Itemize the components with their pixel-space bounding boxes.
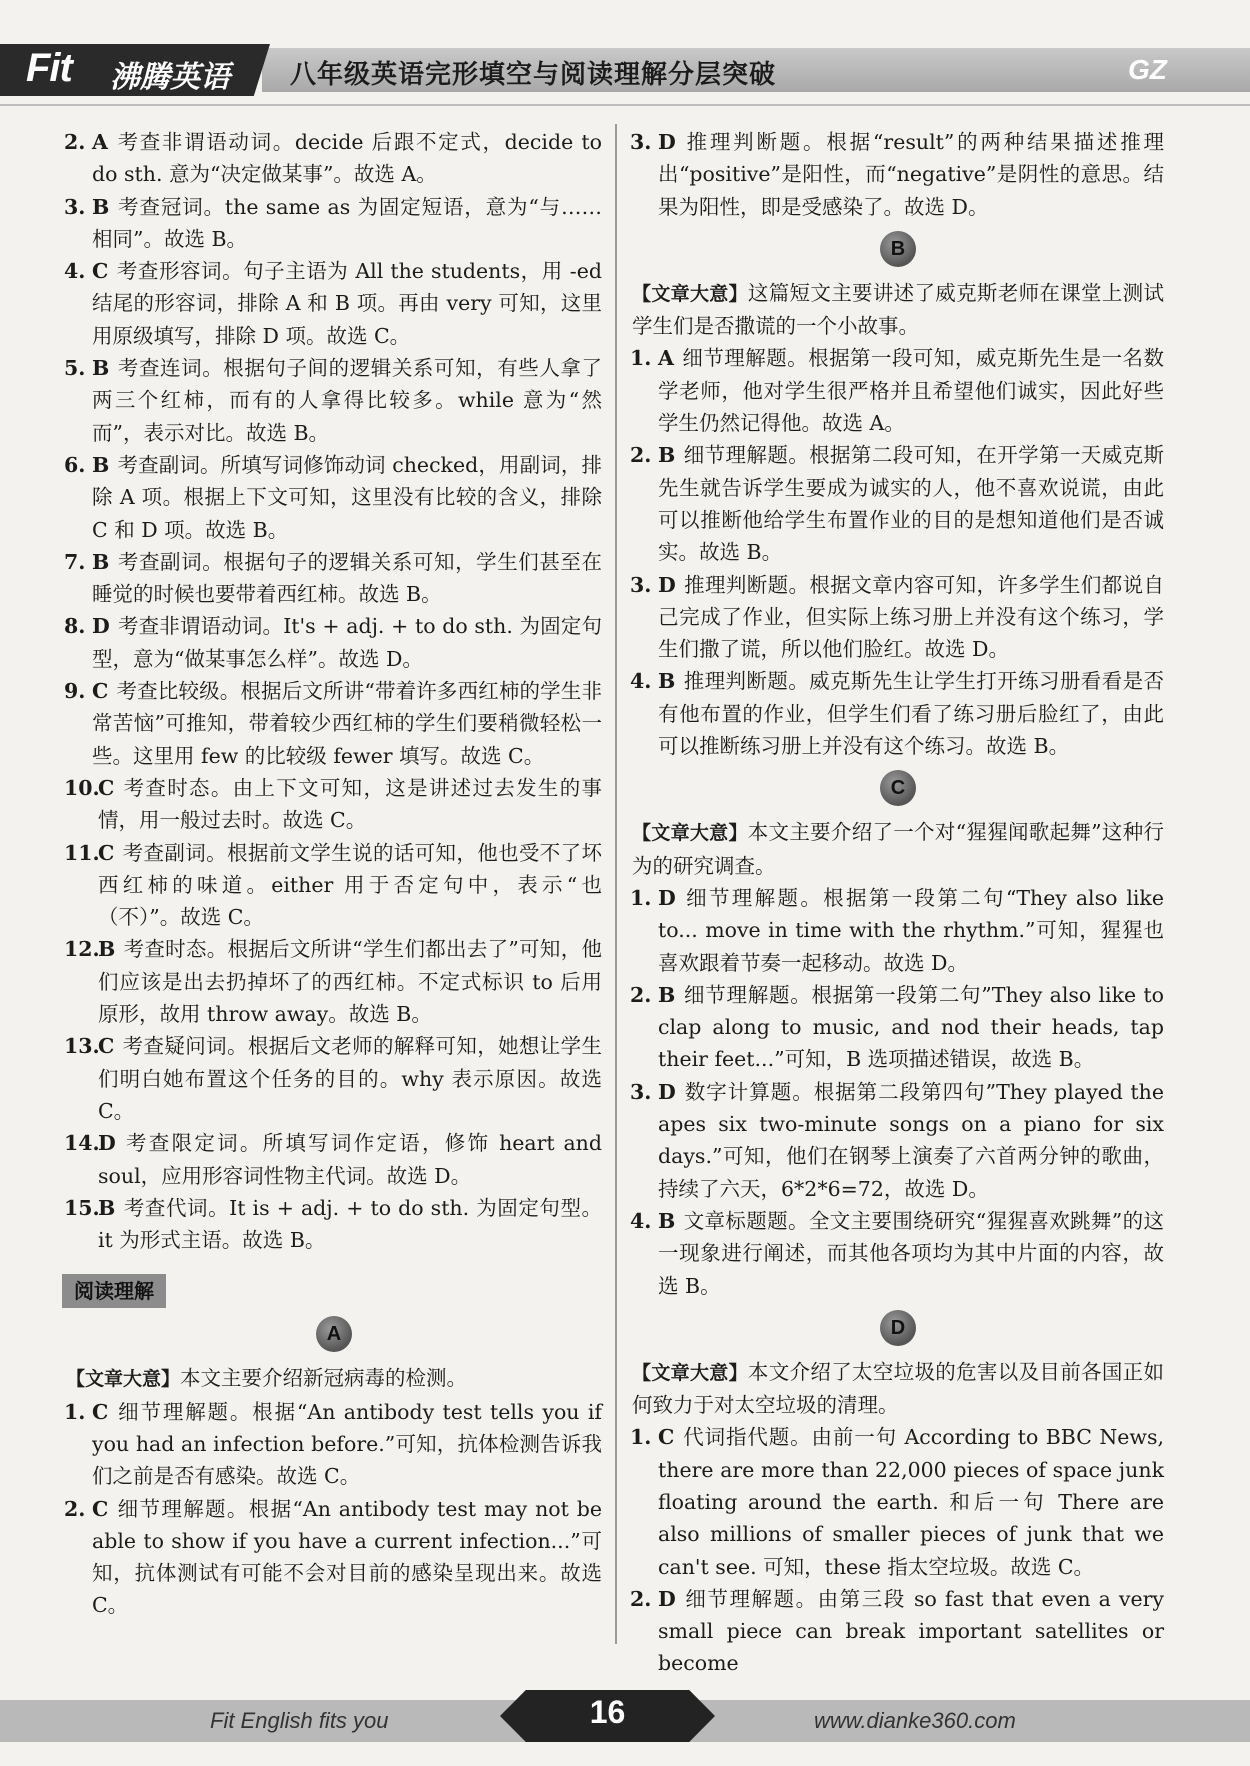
answer-item [66,1030,602,1127]
item-number: 2. [64,130,86,154]
explanation-text: 考查非谓语动词。It's + adj. + to do sth. 为固定句型，意为“做某事怎么样”。故选 D。 [92,614,602,671]
answer-option: D [92,614,110,639]
book-title: 八年级英语完形填空与阅读理解分层突破 [290,60,777,90]
page-header [0,44,1250,96]
summary-tag: 【文章大意】 [632,282,748,305]
item-number: 1. [630,346,652,371]
answer-item [632,569,1164,666]
explanation-text: 考查限定词。所填写词作定语，修饰 heart and soul，应用形容词性物主代词。故选 D。 [98,1131,602,1188]
reading-heading: 阅读理解 [62,1274,166,1308]
explanation-text: 考查代词。It is + adj. + to do sth. 为固定句型。it 为形式主语。故选 B。 [98,1195,602,1253]
answer-option: A [658,346,674,371]
explanation-text: 推理判断题。威克斯先生让学生打开练习册看看是否有他布置的作业，但学生们看了练习册后脸红了，由此可以推断练习册上并没有这个练习。故选 B。 [658,669,1164,759]
item-number: 12. [64,937,100,962]
answer-item [66,1192,602,1257]
explanation-text: 细节理解题。根据“An antibody test may not be able to show if you have a current infection...”可知，抗体测试有可能不会对目前的感染呈现出来。故选 C。 [92,1496,602,1618]
answer-item [66,255,602,352]
item-number: 2. [630,982,652,1007]
answer-option: B [658,982,676,1007]
page-number: 16 [589,1694,626,1730]
explanation-text: 考查副词。根据前文学生说的话可知，他也受不了坏西红柿的味道。either 用于否定句中，表示“也（不）”。故选 C。 [98,840,602,930]
answer-item [632,1205,1164,1302]
item-number: 4. [630,1208,652,1233]
item-number: 2. [630,443,652,468]
explanation-text: 考查时态。根据后文所讲“学生们都出去了”可知，他们应该是出去扔掉坏了的西红柿。不定式标识 to 后用原形，故用 throw away。故选 B。 [98,937,602,1027]
item-number: 1. [64,1399,86,1424]
passage-marker [632,227,1164,273]
answer-option: D [658,1586,676,1611]
right-column [632,126,1164,1680]
answer-item [66,191,602,256]
answer-item [66,933,602,1030]
explanation-text: 文章标题题。全文主要围绕研究“猩猩喜欢跳舞”的这一现象进行阐述，而其他各项均为其中片面的内容，故选 B。 [658,1208,1164,1298]
explanation-text: 考查时态。由上下文可知，这是讲述过去发生的事情，用一般过去时。故选 C。 [98,775,602,833]
answer-option: C [98,1034,115,1059]
answer-option: A [92,130,108,154]
answer-item [632,665,1164,762]
header-rule [0,104,1250,106]
answer-item [632,126,1164,223]
explanation-text: 细节理解题。根据第二段可知，在开学第一天威克斯先生就告诉学生要成为诚实的人，他不喜欢说谎，由此可以推断他给学生布置作业的目的是想知道他们是否诚实。故选 B。 [658,443,1164,565]
item-number: 4. [630,669,652,694]
section-heading [62,1274,602,1308]
item-number: 9. [64,679,86,704]
answer-option: B [98,937,116,962]
item-number: 2. [630,1586,652,1611]
explanation-text: 数字计算题。根据第二段第四句”They played the apes six two-minute songs on a piano for six days.”可知，他们在钢琴上演奏了六首两分钟的歌曲，持续了六天，6*2*6=72，故选 D。 [658,1079,1164,1201]
answer-option: C [98,840,115,865]
answer-option: D [658,572,676,597]
answer-option: B [98,1195,116,1220]
answer-item [66,772,602,837]
item-number: 7. [64,549,86,574]
summary-tag: 【文章大意】 [632,1361,748,1384]
passage-letter: A [316,1316,352,1352]
answer-item [66,1396,602,1493]
answer-option: D [98,1131,116,1156]
answer-item [632,979,1164,1076]
explanation-text: 代词指代题。由前一句 According to BBC News, there are more than 22,000 pieces of space junk floating around the earth. 和后一句 There are also millions of smaller pieces of junk that we can't see. 可知，these 指太空垃圾。故选 C。 [658,1425,1164,1579]
footer-url: www.dianke360.com [814,1708,1016,1733]
explanation-text: 细节理解题。根据第一段第二句“They also like to... move in time with the rhythm.”可知，猩猩也喜欢跟着节奏一起移动。故选 D。 [658,885,1164,975]
passage-summary [632,1356,1164,1422]
answer-item [66,352,602,449]
passage-summary [66,1362,602,1395]
answer-item [66,1493,602,1622]
answer-option: C [92,679,109,704]
item-number: 10. [64,775,100,800]
explanation-text: 考查连词。根据句子间的逻辑关系可知，有些人拿了两三个红柿，而有的人拿得比较多。while 意为“然而”，表示对比。故选 B。 [92,356,602,445]
edition-code: GZ [1128,54,1167,85]
answer-item [66,449,602,546]
answer-item [632,439,1164,568]
explanation-text: 考查比较级。根据后文所讲“带着许多西红柿的学生非常苦恼”可推知，带着较少西红柿的学生们要稍微轻松一些。这里用 few 的比较级 fewer 填写。故选 C。 [92,679,602,768]
item-number: 3. [64,194,86,219]
answer-option: B [92,356,110,381]
item-number: 1. [630,1425,652,1450]
passage-marker [632,766,1164,812]
answer-item [66,675,602,772]
page-footer [0,1694,1250,1742]
answer-option: B [658,443,676,468]
item-number: 3. [630,1079,652,1104]
answer-option: B [658,1208,676,1233]
answer-option: B [658,669,676,694]
answer-item [632,1076,1164,1205]
passage-letter: D [880,1310,916,1346]
item-number: 14. [64,1131,100,1156]
answer-item [66,837,602,934]
explanation-text: 考查疑问词。根据后文老师的解释可知，她想让学生们明白她布置这个任务的目的。why 表示原因。故选 C。 [98,1034,602,1123]
explanation-text: 考查副词。所填写词修饰动词 checked，用副词，排除 A 项。根据上下文可知，这里没有比较的含义，排除 C 和 D 项。故选 B。 [92,452,602,542]
item-number: 13. [64,1034,100,1059]
answer-option: B [92,549,110,574]
answer-option: C [92,1399,109,1424]
answer-item [632,882,1164,979]
summary-tag: 【文章大意】 [66,1368,181,1391]
answer-option: B [92,452,110,477]
passage-letter: B [880,231,916,267]
explanation-text: 推理判断题。根据“result”的两种结果描述推理出“positive”是阳性，而“negative”是阴性的意思。结果为阳性，即是受感染了。故选 D。 [658,130,1164,219]
passage-marker [66,1312,602,1358]
answer-item [632,1583,1164,1680]
explanation-text: 考查形容词。句子主语为 All the students，用 -ed 结尾的形容词，排除 A 和 B 项。再由 very 可知，这里用原级填写，排除 D 项。故选 C。 [92,259,602,348]
answer-item [66,126,602,191]
item-number: 11. [64,840,100,865]
answer-option: C [98,775,115,800]
item-number: 3. [630,130,652,154]
answer-option: D [658,885,676,910]
explanation-text: 细节理解题。根据“An antibody test tells you if you had an infection before.”可知，抗体检测告诉我们之前是否有感染。故选 C。 [92,1399,602,1489]
item-number: 2. [64,1496,86,1521]
passage-summary [632,816,1164,882]
answer-option: C [92,259,109,284]
explanation-text: 考查冠词。the same as 为固定短语，意为“与……相同”。故选 B。 [92,194,602,251]
item-number: 4. [64,259,86,284]
item-number: 8. [64,614,86,639]
answer-item [66,610,602,675]
answer-item [66,1127,602,1192]
answer-option: C [92,1496,109,1521]
explanation-text: 细节理解题。根据第一段第二句”They also like to clap along to music, and nod their heads, tap their feet...”可知，B 选项描述错误，故选 B。 [658,982,1164,1072]
item-number: 1. [630,885,652,910]
explanation-text: 考查非谓语动词。decide 后跟不定式，decide to do sth. 意为“决定做某事”。故选 A。 [92,130,602,187]
passage-summary [632,277,1164,343]
brand-logo-fit: Fit [26,46,72,90]
explanation-text: 推理判断题。根据文章内容可知，许多学生们都说自己完成了作业，但实际上练习册上并没有这个练习，学生们撒了谎，所以他们脸红。故选 D。 [658,572,1164,662]
footer-slogan: Fit English fits you [210,1708,389,1733]
passage-marker [632,1306,1164,1352]
explanation-text: 考查副词。根据句子的逻辑关系可知，学生们甚至在睡觉的时候也要带着西红柿。故选 B。 [92,549,602,607]
answer-option: C [658,1425,675,1450]
answer-item [632,1421,1164,1582]
summary-text: 本文介绍了太空垃圾的危害以及目前各国正如何致力于对太空垃圾的清理。 [632,1359,1164,1418]
answer-option: B [92,194,110,219]
summary-text: 本文主要介绍新冠病毒的检测。 [180,1366,468,1391]
summary-text: 本文主要介绍了一个对“猩猩闻歌起舞”这种行为的研究调查。 [632,820,1164,878]
column-divider [615,124,617,1644]
item-number: 5. [64,356,86,381]
answer-item [66,546,602,611]
answer-item [632,342,1164,439]
explanation-text: 细节理解题。由第三段 so fast that even a very small piece can break important satellites or become [658,1586,1164,1676]
passage-letter: C [880,770,916,806]
item-number: 6. [64,452,86,477]
answer-option: D [658,130,676,154]
explanation-text: 细节理解题。根据第一段可知，威克斯先生是一名数学老师，他对学生很严格并且希望他们诚实，因此好些学生仍然记得他。故选 A。 [658,346,1164,436]
brand-logo-name: 沸腾英语 [110,60,230,95]
summary-tag: 【文章大意】 [632,822,748,845]
left-column [66,126,602,1622]
item-number: 15. [64,1195,100,1220]
answer-option: D [658,1079,676,1104]
summary-text: 这篇短文主要讲述了威克斯老师在课堂上测试学生们是否撒谎的一个小故事。 [632,280,1164,339]
item-number: 3. [630,572,652,597]
